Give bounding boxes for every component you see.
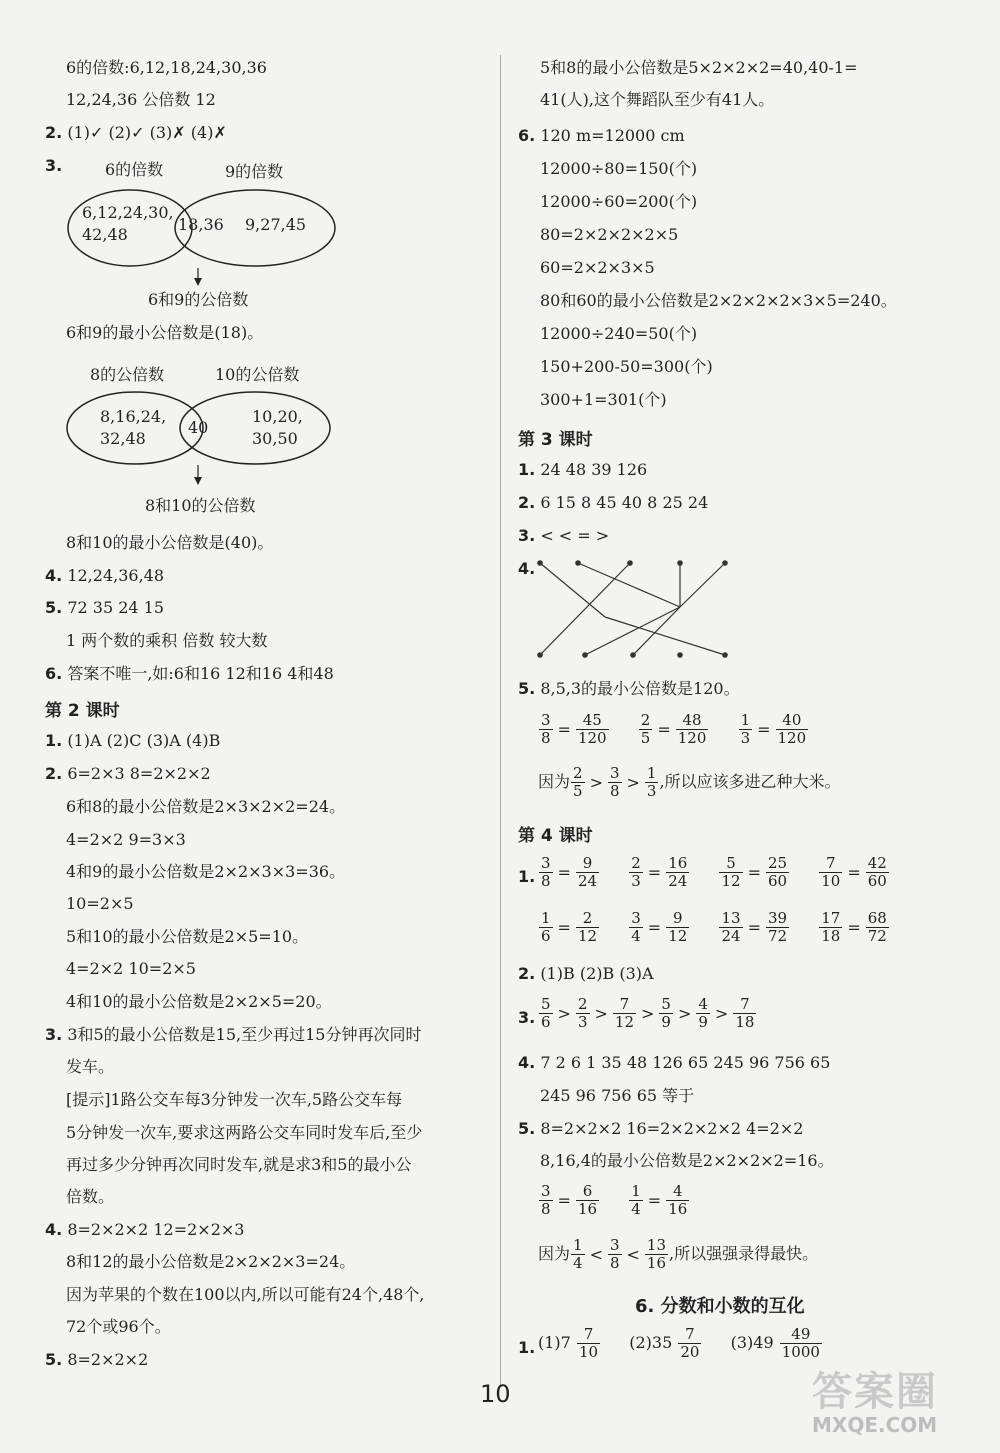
fraction — [571, 765, 585, 800]
denominator: 3 — [577, 1013, 588, 1031]
conclusion-prefix: 因为 — [538, 772, 571, 791]
denominator: 18 — [821, 927, 841, 945]
fraction — [676, 712, 709, 747]
numerator: 3 — [609, 764, 620, 782]
part-label: (1)7 — [538, 1333, 571, 1352]
numerator: 13 — [646, 1236, 667, 1254]
answer-text: 答案不唯一,如:6和16 12和16 4和48 — [67, 664, 334, 683]
question-number: 3. — [45, 156, 63, 175]
question-1 — [518, 459, 647, 481]
hint-line: 5分钟发一次车,要求这两路公交车同时发车后,至少 — [66, 1123, 423, 1142]
question-number: 4. — [45, 566, 63, 585]
fraction — [629, 1183, 643, 1218]
answer-text: 8=2×2×2 — [67, 1350, 149, 1369]
numerator: 2 — [577, 995, 588, 1013]
numerator: 3 — [631, 909, 641, 927]
answer-line: 10=2×5 — [66, 894, 134, 913]
venn-diagram-6-9 — [60, 160, 380, 310]
answer-text: 6=2×3 8=2×2×2 — [67, 764, 211, 783]
answer-line: 80=2×2×2×2×5 — [540, 225, 679, 244]
watermark-logo — [812, 1360, 982, 1440]
denominator: 8 — [609, 782, 620, 800]
conclusion-suffix: ,所以强强录得最快。 — [669, 1244, 819, 1263]
question-5 — [518, 678, 740, 700]
numerator: 48 — [676, 712, 709, 730]
numerator: 2 — [573, 764, 583, 782]
answer-text: 7 2 6 1 35 48 126 65 245 96 756 65 — [540, 1053, 831, 1072]
answer-text: 8=2×2×2 12=2×2×3 — [67, 1220, 245, 1239]
match-dot — [631, 653, 635, 657]
venn-intersection: 40 — [188, 418, 209, 437]
answer-line: 6的倍数:6,12,18,24,30,36 — [66, 58, 267, 77]
numerator: 2 — [640, 711, 651, 729]
denominator: 12 — [614, 1013, 634, 1031]
lesson-heading: 第 3 课时 — [518, 430, 593, 450]
numerator: 9 — [576, 855, 599, 873]
numerator: 7 — [577, 1326, 600, 1344]
fraction — [539, 996, 553, 1031]
fraction — [645, 1237, 668, 1272]
answer-line: 300+1=301(个) — [540, 390, 667, 409]
question-number: 5. — [45, 1350, 63, 1369]
question-number: 1. — [45, 731, 63, 750]
question-2 — [518, 963, 654, 985]
fraction — [666, 1183, 689, 1218]
answer-text: 8,5,3的最小公倍数是120。 — [540, 679, 740, 698]
denominator: 1000 — [781, 1343, 820, 1361]
question-2 — [45, 763, 211, 785]
question-number: 1. — [518, 460, 536, 479]
fraction — [539, 910, 553, 945]
question-3 — [518, 525, 609, 547]
numerator: 40 — [776, 712, 809, 730]
denominator: 4 — [631, 1200, 641, 1218]
answer-text: 8=2×2×2 16=2×2×2×2 4=2×2 — [540, 1119, 804, 1138]
question-4 — [518, 1052, 830, 1074]
fraction — [666, 855, 689, 890]
venn-label-right: 9的倍数 — [225, 162, 284, 181]
fraction — [766, 910, 789, 945]
fraction-equalities: $\frac{3}{8}$ = $\frac{45}{120}$ $\frac{2}{5}$ = $\frac{48}{120}$ $\frac{1}{3}$ = $\frac{40}{120}$ — [541, 711, 807, 747]
section-heading: 6. 分数和小数的互化 — [635, 1296, 805, 1317]
question-number: 1. — [518, 1338, 536, 1357]
denominator: 72 — [767, 927, 788, 945]
answer-line: 41(人),这个舞蹈队至少有41人。 — [540, 90, 775, 109]
numerator: 5 — [541, 995, 551, 1013]
answer-line: 1 两个数的乘积 倍数 较大数 — [66, 631, 268, 650]
answer-text: (1)A (2)C (3)A (4)B — [67, 731, 221, 750]
denominator: 5 — [573, 782, 583, 800]
denominator: 24 — [668, 872, 688, 890]
venn-diagram-8-10 — [60, 363, 380, 518]
denominator: 12 — [668, 927, 688, 945]
answer-text: 6 15 8 45 40 8 25 24 — [540, 493, 709, 512]
conclusion-line: 因为 $\frac{1}{4}$ < $\frac{3}{8}$ < $\frac{13}{16}$ ,所以强强录得最快。 — [538, 1236, 819, 1272]
answer-text: 120 m=12000 cm — [540, 126, 685, 145]
denominator: 12 — [721, 872, 741, 890]
numerator: 1 — [740, 711, 751, 729]
question-3 — [518, 1007, 535, 1029]
fraction — [576, 855, 599, 890]
question-1 — [518, 866, 535, 888]
fraction — [539, 1183, 553, 1218]
column-divider — [500, 55, 501, 1385]
numerator: 25 — [767, 854, 788, 872]
match-line — [585, 607, 680, 655]
denominator: 6 — [541, 927, 551, 945]
denominator: 6 — [541, 1013, 551, 1031]
denominator: 3 — [740, 729, 751, 747]
answer-line: 6和9的最小公倍数是(18)。 — [66, 323, 264, 342]
numerator: 49 — [780, 1326, 822, 1344]
numerator: 1 — [631, 1182, 641, 1200]
numerator: 3 — [609, 1236, 620, 1254]
fraction — [696, 996, 710, 1031]
denominator: 8 — [541, 1200, 551, 1218]
venn-caption: 6和9的公倍数 — [148, 290, 249, 309]
answer-line: 12000÷80=150(个) — [540, 159, 698, 178]
denominator: 4 — [573, 1254, 583, 1272]
denominator: 24 — [721, 927, 741, 945]
fraction — [719, 855, 742, 890]
venn-right-set: 30,50 — [252, 429, 298, 448]
fraction — [733, 996, 756, 1031]
fraction — [577, 1326, 600, 1361]
venn-left-set: 32,48 — [100, 429, 146, 448]
denominator: 18 — [735, 1013, 755, 1031]
fraction-equalities: $\frac{3}{8}$ = $\frac{9}{24}$ $\frac{2}{3}$ = $\frac{16}{24}$ $\frac{5}{12}$ = $\frac{25}{60}$ $\frac{7}{10}$ = $\frac{42}{60}$ — [541, 854, 887, 890]
numerator: 3 — [541, 711, 551, 729]
fraction-equalities: $\frac{1}{6}$ = $\frac{2}{12}$ $\frac{3}{4}$ = $\frac{9}{12}$ $\frac{13}{24}$ = $\frac{39}{72}$ $\frac{17}{18}$ = $\frac{68}{72}$ — [541, 909, 887, 945]
fraction-answers — [538, 1326, 823, 1361]
denominator: 9 — [661, 1013, 671, 1031]
denominator: 20 — [680, 1343, 700, 1361]
question-number: 4. — [518, 559, 536, 578]
question-number: 4. — [518, 1053, 536, 1072]
question-number: 2. — [45, 764, 63, 783]
fraction — [539, 855, 553, 890]
numerator: 2 — [576, 910, 599, 928]
denominator: 60 — [867, 872, 887, 890]
denominator: 120 — [577, 729, 607, 747]
match-dot — [538, 653, 542, 657]
fraction — [819, 910, 842, 945]
match-dot — [678, 653, 682, 657]
venn-label-left: 8的公倍数 — [90, 365, 165, 384]
match-dot — [723, 561, 727, 565]
fraction — [678, 1326, 701, 1361]
answer-line: 150+200-50=300(个) — [540, 357, 713, 376]
question-number: 6. — [45, 664, 63, 683]
numerator: 16 — [668, 854, 688, 872]
question-number: 5. — [45, 598, 63, 617]
numerator: 68 — [867, 909, 887, 927]
hint-line: [提示]1路公交车每3分钟发一次车,5路公交车每 — [66, 1090, 403, 1109]
match-line — [540, 563, 605, 617]
fraction — [608, 1237, 622, 1272]
fraction — [576, 1183, 599, 1218]
venn-intersection: 18,36 — [178, 215, 224, 234]
question-5 — [518, 1118, 803, 1140]
answer-line: 4和10的最小公倍数是2×2×5=20。 — [66, 992, 332, 1011]
match-dot — [576, 561, 580, 565]
answer-line: 8,16,4的最小公倍数是2×2×2×2=16。 — [540, 1151, 834, 1170]
question-number: 2. — [518, 493, 536, 512]
part-label: (3)49 — [730, 1333, 774, 1352]
numerator: 42 — [867, 854, 887, 872]
numerator: 6 — [576, 1183, 599, 1201]
hint-line: 再过多少分钟再次同时发车,就是求3和5的最小公 — [66, 1155, 412, 1174]
numerator: 1 — [541, 909, 551, 927]
fraction — [576, 910, 599, 945]
answer-line: 60=2×2×3×5 — [540, 258, 655, 277]
match-dot — [583, 653, 587, 657]
question-number: 3. — [518, 1008, 536, 1027]
question-5 — [45, 1349, 148, 1371]
answer-line: 5和8的最小公倍数是5×2×2×2=40,40-1= — [540, 58, 858, 77]
fraction — [539, 712, 553, 747]
numerator: 39 — [767, 909, 788, 927]
fraction — [766, 855, 789, 890]
numerator: 45 — [576, 712, 609, 730]
denominator: 120 — [777, 729, 807, 747]
answer-line: 72个或96个。 — [66, 1317, 171, 1336]
venn-label-left: 6的倍数 — [105, 160, 164, 179]
fraction-ordering: $\frac{5}{6}$ > $\frac{2}{3}$ > $\frac{7}{12}$ > $\frac{5}{9}$ > $\frac{4}{9}$ > $\frac{7}{18}$ — [541, 995, 755, 1031]
lesson-heading: 第 2 课时 — [45, 701, 120, 721]
fraction-equalities: $\frac{3}{8}$ = $\frac{6}{16}$ $\frac{1}{4}$ = $\frac{4}{16}$ — [541, 1182, 688, 1218]
conclusion-line: 因为 $\frac{2}{5}$ > $\frac{3}{8}$ > $\frac{1}{3}$ ,所以应该多进乙种大米。 — [538, 764, 841, 800]
answer-line: 因为苹果的个数在100以内,所以可能有24个,48个, — [66, 1285, 425, 1304]
answer-line: 4和9的最小公倍数是2×2×3×3=36。 — [66, 862, 346, 881]
venn-left-set: 42,48 — [82, 225, 128, 244]
denominator: 10 — [821, 872, 841, 890]
venn-right-set: 10,20, — [252, 407, 303, 426]
denominator: 3 — [646, 782, 657, 800]
denominator: 72 — [867, 927, 887, 945]
venn-left-set: 8,16,24, — [100, 407, 167, 426]
numerator: 17 — [821, 909, 841, 927]
denominator: 8 — [609, 1254, 620, 1272]
watermark-url: MXQE.COM — [812, 1413, 938, 1437]
match-dot — [538, 561, 542, 565]
fraction — [629, 855, 643, 890]
question-4 — [45, 1219, 244, 1241]
fraction — [576, 996, 590, 1031]
denominator: 120 — [677, 729, 707, 747]
fraction — [613, 996, 636, 1031]
answer-line: 8和10的最小公倍数是(40)。 — [66, 533, 274, 552]
denominator: 12 — [577, 927, 598, 945]
answer-line: 8和12的最小公倍数是2×2×2×3=24。 — [66, 1252, 356, 1271]
watermark-text: 答案圈 — [812, 1369, 938, 1415]
venn-caption: 8和10的公倍数 — [145, 496, 256, 515]
numerator: 13 — [721, 909, 741, 927]
denominator: 3 — [631, 872, 641, 890]
fraction — [776, 712, 809, 747]
question-3 — [45, 1024, 421, 1046]
fraction — [629, 910, 643, 945]
numerator: 5 — [719, 855, 742, 873]
answer-text: 3和5的最小公倍数是15,至少再过15分钟再次同时 — [67, 1025, 422, 1044]
question-number: 5. — [518, 1119, 536, 1138]
answer-text: < < = > — [540, 526, 610, 545]
fraction — [576, 712, 609, 747]
match-line — [680, 563, 725, 607]
venn-label-right: 10的公倍数 — [215, 365, 300, 384]
question-6 — [518, 125, 685, 147]
fraction — [819, 855, 842, 890]
numerator: 4 — [666, 1183, 689, 1201]
question-number: 6. — [518, 126, 536, 145]
answer-line: 5和10的最小公倍数是2×5=10。 — [66, 927, 309, 946]
match-line — [633, 607, 680, 655]
numerator: 9 — [666, 910, 689, 928]
denominator: 5 — [640, 729, 651, 747]
answer-text: (1)✓ (2)✓ (3)✗ (4)✗ — [67, 123, 227, 142]
numerator: 3 — [541, 1182, 551, 1200]
fraction — [739, 712, 753, 747]
denominator: 8 — [541, 729, 551, 747]
matching-diagram — [530, 555, 740, 665]
answer-line: 12000÷60=200(个) — [540, 192, 698, 211]
fraction — [659, 996, 673, 1031]
question-number: 1. — [518, 867, 536, 886]
denominator: 10 — [578, 1343, 599, 1361]
question-number: 4. — [45, 1220, 63, 1239]
answer-line: 6和8的最小公倍数是2×3×2×2=24。 — [66, 797, 346, 816]
question-number: 3. — [45, 1025, 63, 1044]
numerator: 3 — [541, 854, 551, 872]
fraction — [866, 910, 889, 945]
question-2 — [45, 122, 227, 144]
denominator: 60 — [767, 872, 788, 890]
answer-text: 24 48 39 126 — [540, 460, 648, 479]
question-1 — [518, 1337, 535, 1359]
numerator: 7 — [733, 996, 756, 1014]
match-line — [540, 563, 630, 655]
question-1 — [45, 730, 220, 752]
answer-line: 4=2×2 9=3×3 — [66, 830, 186, 849]
question-4 — [45, 565, 164, 587]
lesson-heading: 第 4 课时 — [518, 826, 593, 846]
question-number: 2. — [518, 964, 536, 983]
fraction — [571, 1237, 585, 1272]
fraction — [645, 765, 659, 800]
question-number: 5. — [518, 679, 536, 698]
numerator: 7 — [678, 1326, 701, 1344]
numerator: 4 — [698, 995, 708, 1013]
question-2 — [518, 492, 708, 514]
answer-line: 发车。 — [66, 1057, 115, 1076]
numerator: 7 — [613, 996, 636, 1014]
answer-line: 12000÷240=50(个) — [540, 324, 698, 343]
question-number: 3. — [518, 526, 536, 545]
answer-text: 12,24,36,48 — [67, 566, 165, 585]
denominator: 8 — [541, 872, 551, 890]
venn-right-set: 9,27,45 — [245, 215, 307, 234]
denominator: 24 — [577, 872, 598, 890]
answer-line: 4=2×2 10=2×5 — [66, 959, 196, 978]
denominator: 4 — [631, 927, 641, 945]
fraction — [780, 1326, 822, 1361]
match-dot — [678, 561, 682, 565]
conclusion-suffix: ,所以应该多进乙种大米。 — [659, 772, 841, 791]
page-number: 10 — [480, 1380, 511, 1408]
answer-text: (1)B (2)B (3)A — [540, 964, 654, 983]
answer-text: 72 35 24 15 — [67, 598, 165, 617]
hint-line: 倍数。 — [66, 1187, 115, 1206]
answer-line: 80和60的最小公倍数是2×2×2×2×3×5=240。 — [540, 291, 897, 310]
part-label: (2)35 — [629, 1333, 673, 1352]
numerator: 1 — [573, 1236, 583, 1254]
question-6 — [45, 663, 334, 685]
denominator: 16 — [668, 1200, 688, 1218]
question-5 — [45, 597, 164, 619]
denominator: 16 — [577, 1200, 598, 1218]
venn-left-set: 6,12,24,30, — [82, 203, 174, 222]
fraction — [608, 765, 622, 800]
fraction — [866, 855, 889, 890]
conclusion-prefix: 因为 — [538, 1244, 571, 1263]
numerator: 5 — [661, 995, 671, 1013]
match-dot — [723, 653, 727, 657]
answer-line: 12,24,36 公倍数 12 — [66, 90, 216, 109]
numerator: 1 — [646, 764, 657, 782]
denominator: 9 — [698, 1013, 708, 1031]
fraction — [639, 712, 653, 747]
answer-line: 245 96 756 65 等于 — [540, 1086, 695, 1105]
fraction — [719, 910, 742, 945]
fraction — [666, 910, 689, 945]
question-number: 2. — [45, 123, 63, 142]
numerator: 2 — [631, 854, 641, 872]
match-dot — [628, 561, 632, 565]
numerator: 7 — [819, 855, 842, 873]
denominator: 16 — [646, 1254, 667, 1272]
